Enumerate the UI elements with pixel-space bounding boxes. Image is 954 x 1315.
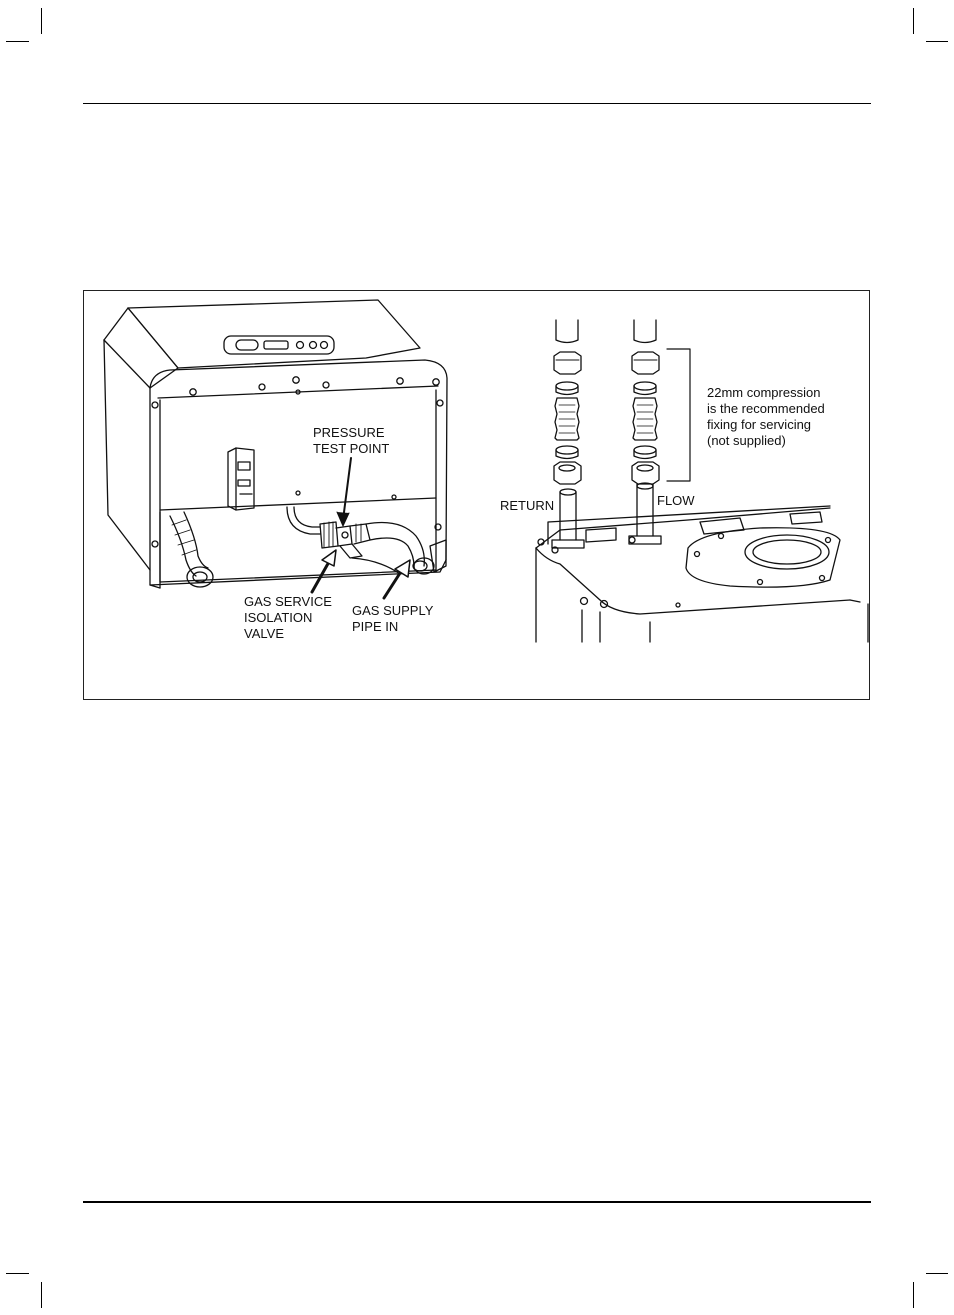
arrow-gas-service-valve xyxy=(312,550,336,592)
boiler-top-drawing xyxy=(536,506,868,642)
label-gas-supply-pipe-in: GAS SUPPLY PIPE IN xyxy=(352,603,434,634)
label-gas-service-isolation-valve: GAS SERVICE ISOLATION VALVE xyxy=(244,594,332,641)
label-pressure-test-point: PRESSURE TEST POINT xyxy=(313,425,390,456)
return-fitting-stack xyxy=(552,320,584,548)
arrow-gas-supply-pipe xyxy=(384,560,410,598)
boiler-casing-drawing xyxy=(104,300,447,588)
label-return: RETURN xyxy=(500,498,555,513)
compression-bracket xyxy=(667,349,690,481)
arrow-pressure-test-point xyxy=(337,458,351,526)
label-flow: FLOW xyxy=(657,493,695,508)
label-compression-note: 22mm compression is the recommended fixing for servicing (not supplied) xyxy=(707,385,825,448)
flow-fitting-stack xyxy=(629,320,661,544)
